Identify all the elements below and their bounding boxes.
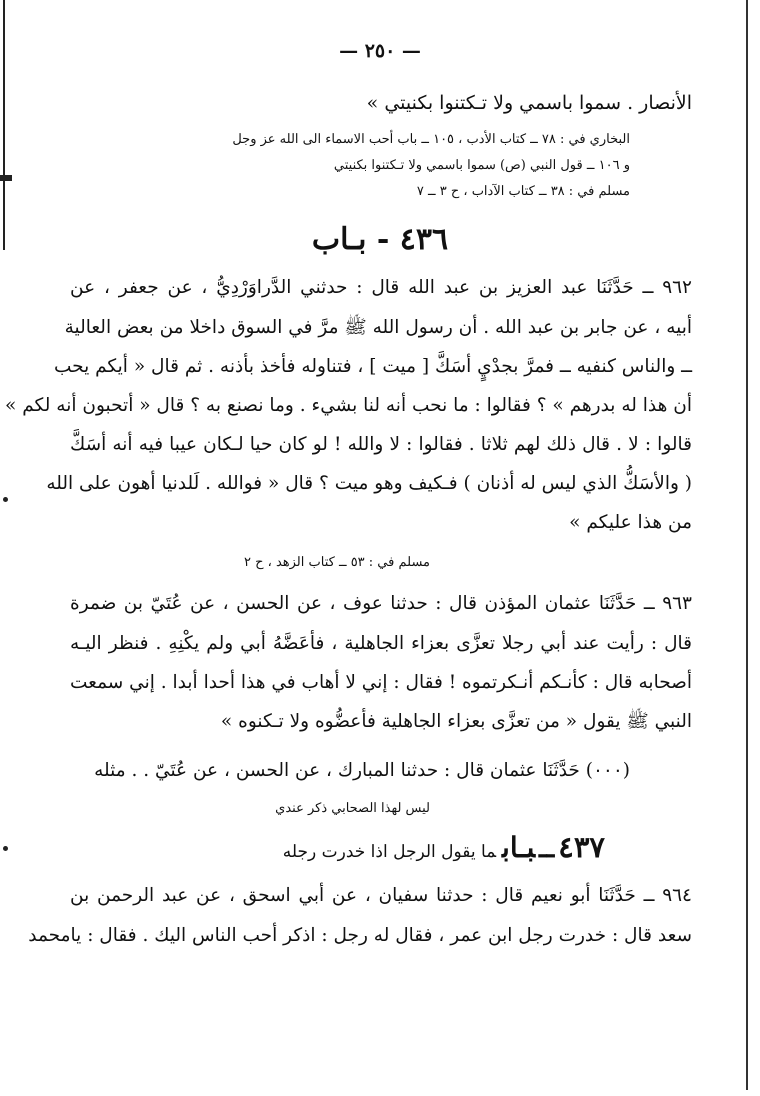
hadith-962-line: أن هذا له بدرهم » ؟ فقالوا : ما نحب أنه لنا بشيء . وما نصنع به ؟ قال « أتحبون أنه لكم » bbox=[5, 395, 692, 416]
page-edge-left bbox=[3, 0, 5, 250]
chapter-bab: بـاب bbox=[502, 831, 536, 864]
page-number: — ٢٥٠ — bbox=[339, 40, 421, 62]
reference-line: و ١٠٦ ــ قول النبي (ص) سموا باسمي ولا تـكتنوا بكنيتي bbox=[333, 158, 630, 173]
reference-note: ليس لهذا الصحابي ذكر عندي bbox=[275, 801, 430, 816]
reference-line: مسلم في : ٥٣ ــ كتاب الزهد ، ح ٢ bbox=[243, 555, 430, 570]
scan-dot bbox=[3, 497, 8, 502]
hadith-964-line: سعد قال : خدرت رجل ابن عمر ، فقال له رجل : اذكر أحب الناس اليك . فقال : يامحمد bbox=[28, 925, 692, 946]
hadith-963-line: قال : رأيت عند أبي رجلا تعزَّى بعزاء الجاهلية ، فأعَضَّهُ أبي ولم يكْنِهِ . فنظر اليـه bbox=[70, 633, 692, 654]
hadith-964-line: ٩٦٤ ــ حَدَّثَنَا أبو نعيم قال : حدثنا سفيان ، عن أبي اسحق ، عن عبد الرحمن بن bbox=[70, 885, 692, 906]
hadith-963-line: النبي ﷺ يقول « من تعزَّى بعزاء الجاهلية فأعضُّوه ولا تـكنوه » bbox=[220, 711, 692, 732]
chapter-separator: ــ bbox=[539, 834, 555, 864]
chapter-heading-437 bbox=[283, 830, 605, 864]
page-edge-right bbox=[746, 0, 748, 1090]
hadith-962-line: من هذا عليكم » bbox=[569, 512, 692, 533]
hadith-962-line: ( والأسَكُّ الذي ليس له أذنان ) فـكيف وهو ميت ؟ قال « فوالله . لَلدنيا أهون على الله bbox=[46, 473, 692, 494]
hadith-963-line: أصحابه قال : كأنـكم أنـكرتموه ! فقال : إني لا أهاب في هذا أحدا أبدا . إني سمعت bbox=[70, 672, 692, 693]
chapter-title: ما يقول الرجل اذا خدرت رجله bbox=[282, 842, 497, 862]
hadith-962-line: ٩٦٢ ــ حَدَّثَنَا عبد العزيز بن عبد الله قال : حدثني الدَّراوَرْدِيُّ ، عن جعفر ، عن bbox=[70, 277, 692, 298]
chapter-number: ٤٣٧ bbox=[558, 830, 605, 864]
hadith-962-line: أبيه ، عن جابر بن عبد الله . أن رسول الله ﷺ مرَّ في السوق داخلا من بعض العالية bbox=[64, 317, 692, 338]
hadith-000-line: (٠٠٠) حَدَّثَنَا عثمان قال : حدثنا المبارك ، عن الحسن ، عن عُتَيّ . . مثله bbox=[94, 760, 630, 781]
hadith-962-line: ــ والناس كنفيه ــ فمرَّ بجدْيٍ أسَكَّ [ ميت ] ، فتناوله فأخذ بأذنه . ثم قال « أيكم يحب bbox=[53, 356, 692, 377]
hadith-962-line: قالوا : لا . قال ذلك لهم ثلاثا . فقالوا : لا والله ! لو كان حيا لـكان عيبا فيه أنه أسَكَّ bbox=[70, 434, 692, 455]
opening-text: الأنصار . سموا باسمي ولا تـكتنوا بكنيتي » bbox=[366, 92, 692, 114]
page-edge-mark bbox=[0, 175, 12, 181]
reference-line: البخاري في : ٧٨ ــ كتاب الأدب ، ١٠٥ ــ باب أحب الاسماء الى الله عز وجل bbox=[232, 132, 630, 147]
scan-dot bbox=[3, 846, 8, 851]
reference-line: مسلم في : ٣٨ ــ كتاب الآداب ، ح ٣ ــ ٧ bbox=[416, 184, 630, 199]
hadith-963-line: ٩٦٣ ــ حَدَّثَنَا عثمان المؤذن قال : حدثنا عوف ، عن الحسن ، عن عُتَيّ بن ضمرة bbox=[70, 593, 692, 614]
chapter-heading-436: ٤٣٦ - بـاب bbox=[311, 222, 449, 257]
